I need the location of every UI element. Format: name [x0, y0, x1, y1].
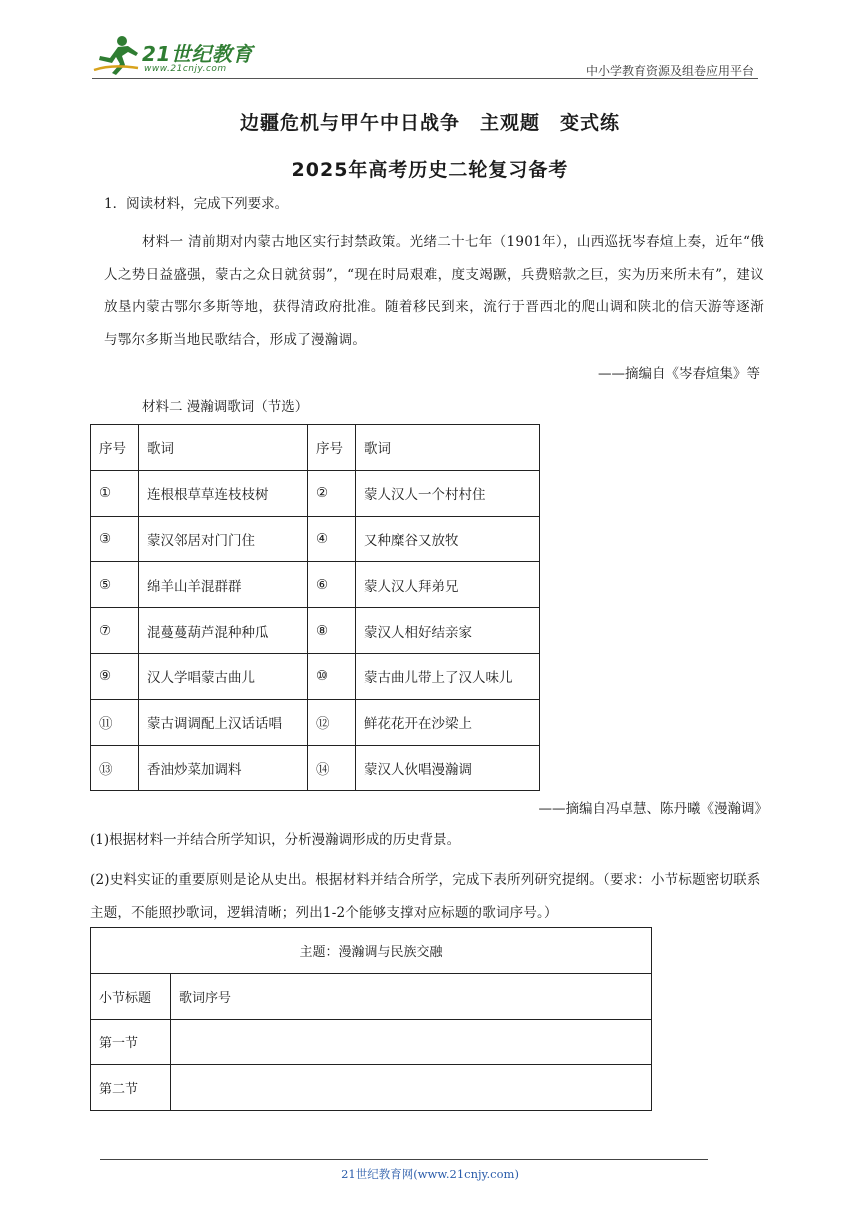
page-title: 边疆危机与甲午中日战争 主观题 变式练 — [239, 112, 620, 134]
section-label: 第二节 — [91, 1065, 171, 1111]
footer-divider — [100, 1159, 708, 1160]
table-row — [91, 608, 540, 654]
material-2-source: ——摘编自冯卓慧、陈丹曦《漫瀚调》 — [538, 801, 768, 817]
header-cell: 歌词 — [139, 425, 308, 471]
lyric-number: ⑨ — [91, 653, 139, 699]
lyric-number: ⑧ — [308, 608, 356, 654]
lyric-number: ⑪ — [91, 699, 139, 745]
lyric-number: ⑬ — [91, 745, 139, 791]
outline-topic: 主题：漫瀚调与民族交融 — [91, 928, 652, 974]
lyric-text: 汉人学唱蒙古曲儿 — [139, 653, 308, 699]
header-cell: 歌词 — [356, 425, 540, 471]
material-1-source: ——摘编自《岑春煊集》等 — [598, 366, 760, 382]
footer-link[interactable]: 21世纪教育网(www.21cnjy.com) — [341, 1167, 519, 1181]
sub-question-1: (1)根据材料一并结合所学知识，分析漫瀚调形成的历史背景。 — [90, 832, 461, 848]
lyric-number: ⑥ — [308, 562, 356, 608]
table-row — [91, 699, 540, 745]
table-header-row — [91, 425, 540, 471]
lyric-number: ④ — [308, 516, 356, 562]
lyric-text: 又种糜谷又放牧 — [356, 516, 540, 562]
lyric-text: 蒙汉人伙唱漫瀚调 — [356, 745, 540, 791]
lyric-text: 蒙古曲儿带上了汉人味儿 — [356, 653, 540, 699]
table-row — [91, 562, 540, 608]
lyrics-table — [90, 424, 540, 791]
table-row — [91, 653, 540, 699]
logo-url: www.21cnjy.com — [144, 64, 227, 74]
lyric-number: ③ — [91, 516, 139, 562]
research-outline-table — [90, 927, 652, 1111]
material-1: 材料一 清前期对内蒙古地区实行封禁政策。光绪二十七年（1901年），山西巡抚岑春煊上奏，近年“俄人之势日益盛强，蒙古之众日就贫弱”，“现在时局艰难，度支竭蹶，兵费赔款之巨，实为历来所未有”，建议放垦内蒙古鄂尔多斯等地，获得清政府批准。随着移民到来，流行于晋西北的爬山调和陕北的信天游等逐渐与鄂尔多斯当地民歌结合，形成了漫瀚调。 — [104, 234, 764, 348]
lyric-text: 蒙汉人相好结亲家 — [356, 608, 540, 654]
table-row — [91, 1065, 652, 1111]
lyric-number: ⑭ — [308, 745, 356, 791]
lyric-text: 混蔓蔓葫芦混种种瓜 — [139, 608, 308, 654]
page-subtitle: 2025年高考历史二轮复习备考 — [291, 159, 569, 181]
logo-brand: 21世纪教育 — [142, 42, 253, 66]
header-cell: 歌词序号 — [171, 973, 652, 1019]
table-row — [91, 928, 652, 974]
header-cell: 序号 — [308, 425, 356, 471]
section-label: 第一节 — [91, 1019, 171, 1065]
header-cell: 小节标题 — [91, 973, 171, 1019]
lyric-text: 绵羊山羊混群群 — [139, 562, 308, 608]
platform-name: 中小学教育资源及组卷应用平台 — [585, 64, 754, 78]
header-divider — [92, 78, 758, 79]
material-2-label: 材料二 漫瀚调歌词（节选） — [142, 399, 309, 415]
answer-cell[interactable] — [171, 1065, 652, 1111]
lyric-text: 蒙古调调配上汉话话唱 — [139, 699, 308, 745]
lyric-number: ② — [308, 470, 356, 516]
lyric-text: 蒙汉邻居对门门住 — [139, 516, 308, 562]
header-cell: 序号 — [91, 425, 139, 471]
page-header — [92, 30, 758, 80]
sub-question-2: (2)史料实证的重要原则是论从史出。根据材料并结合所学，完成下表所列研究提纲。（要求：小节标题密切联系主题，不能照抄歌词，逻辑清晰；列出1-2个能够支撑对应标题的歌词序号。） — [90, 872, 761, 921]
lyric-number: ① — [91, 470, 139, 516]
lyric-number: ⑤ — [91, 562, 139, 608]
logo — [92, 34, 262, 76]
lyric-text: 连根根草草连枝枝树 — [139, 470, 308, 516]
table-row — [91, 973, 652, 1019]
lyric-number: ⑩ — [308, 653, 356, 699]
answer-cell[interactable] — [171, 1019, 652, 1065]
table-row — [91, 745, 540, 791]
lyric-number: ⑦ — [91, 608, 139, 654]
question-1-stem: 1．阅读材料，完成下列要求。 — [104, 196, 289, 212]
lyric-text: 鲜花花开在沙梁上 — [356, 699, 540, 745]
lyric-text: 香油炒菜加调料 — [139, 745, 308, 791]
lyric-text: 蒙人汉人一个村村住 — [356, 470, 540, 516]
lyric-number: ⑫ — [308, 699, 356, 745]
runner-logo-icon — [92, 34, 142, 76]
table-row — [91, 470, 540, 516]
table-row — [91, 1019, 652, 1065]
table-row — [91, 516, 540, 562]
lyric-text: 蒙人汉人拜弟兄 — [356, 562, 540, 608]
